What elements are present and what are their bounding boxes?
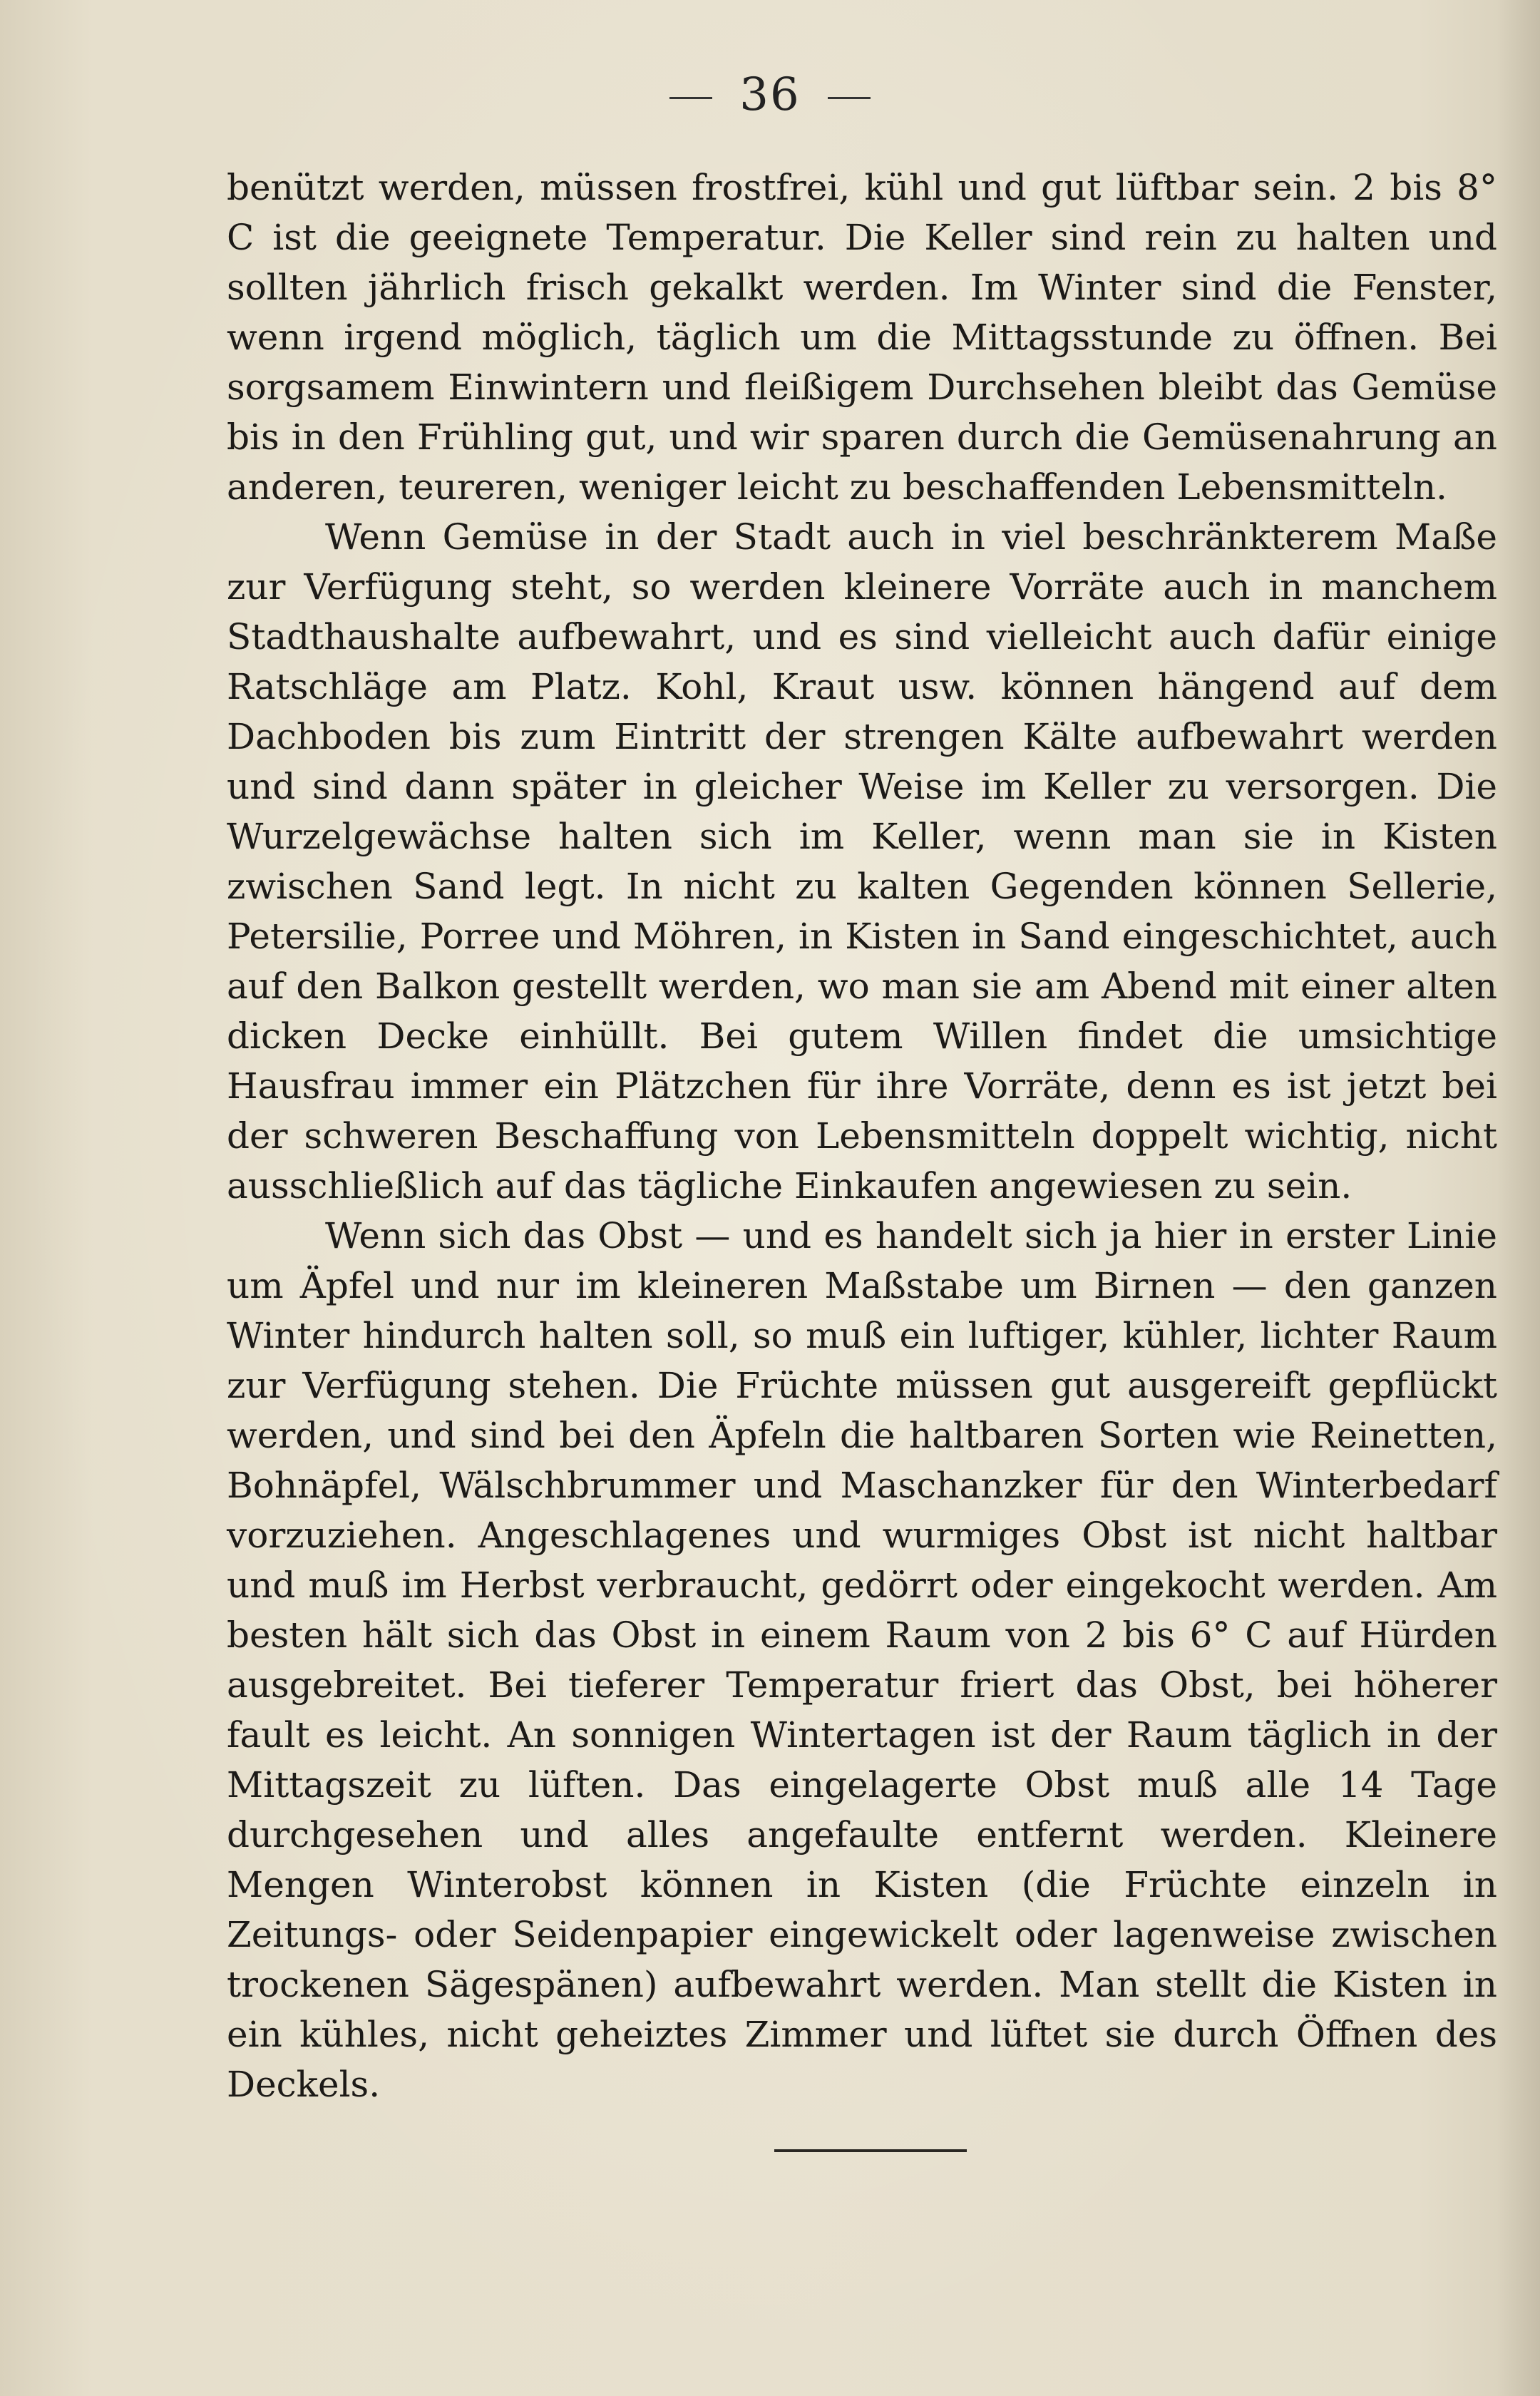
paragraph-1: benützt werden, müssen frostfrei, kühl und gut lüftbar sein. 2 bis 8° C ist die geeignete Temperatur. Die Keller sind rein zu halten und sollten jährlich frisch gekalkt werden. Im Winter sind die Fenster, wenn irgend möglich, täglich um die Mittagsstunde zu öffnen. Bei sorgsamem Einwintern und fleißigem Durchsehen bleibt das Gemüse bis in den Frühling gut, und wir sparen durch die Gemüsenahrung an anderen, teureren, weniger leicht zu beschaffenden Lebensmitteln. [227, 167, 1497, 508]
paragraph-2: Wenn Gemüse in der Stadt auch in viel beschränkterem Maße zur Verfügung steht, so werden kleinere Vorräte auch in manchem Stadthaushalte aufbewahrt, und es sind vielleicht auch dafür einige Ratschläge am Platz. Kohl, Kraut usw. können hängend auf dem Dachboden bis zum Eintritt der strengen Kälte aufbewahrt werden und sind dann später in gleicher Weise im Keller zu versorgen. Die Wurzelgewächse halten sich im Keller, wenn man sie in Kisten zwischen Sand legt. In nicht zu kalten Gegenden können Sellerie, Petersilie, Porree und Möhren, in Kisten in Sand eingeschichtet, auch auf den Balkon gestellt werden, wo man sie am Abend mit einer alten dicken Decke einhüllt. Bei gutem Willen findet die umsichtige Hausfrau immer ein Plätzchen für ihre Vorräte, denn es ist jetzt bei der schweren Beschaffung von Lebensmitteln doppelt wichtig, nicht ausschließlich auf das tägliche Einkaufen angewiesen zu sein. [227, 516, 1497, 1207]
section-end-rule [774, 2149, 967, 2152]
header-dash-left [669, 97, 712, 99]
page-number: 36 [739, 68, 801, 121]
page-header [0, 68, 1540, 121]
page-edge-shadow [1497, 0, 1540, 2396]
paragraph-3: Wenn sich das Obst — und es handelt sich ja hier in erster Linie um Äpfel und nur im kleineren Maßstabe um Birnen — den ganzen Winter hindurch halten soll, so muß ein luftiger, kühler, lichter Raum zur Verfügung stehen. Die Früchte müssen gut ausgereift gepflückt werden, und sind bei den Äpfeln die haltbaren Sorten wie Reinetten, Bohnäpfel, Wälschbrummer und Maschanzker für den Winterbedarf vorzuziehen. Angeschlagenes und wurmiges Obst ist nicht haltbar und muß im Herbst verbraucht, gedörrt oder eingekocht werden. Am besten hält sich das Obst in einem Raum von 2 bis 6° C auf Hürden ausgebreitet. Bei tieferer Temperatur friert das Obst, bei höherer fault es leicht. An sonnigen Wintertagen ist der Raum täglich in der Mittagszeit zu lüften. Das eingelagerte Obst muß alle 14 Tage durchgesehen und alles angefaulte entfernt werden. Kleinere Mengen Winterobst können in Kisten (die Früchte einzeln in Zeitungs- oder Seidenpapier eingewickelt oder lagenweise zwischen trockenen Sägespänen) aufbewahrt werden. Man stellt die Kisten in ein kühles, nicht geheiztes Zimmer und lüftet sie durch Öffnen des Deckels. [227, 1215, 1497, 2105]
header-dash-right [828, 97, 871, 99]
body-text [227, 163, 1497, 2109]
